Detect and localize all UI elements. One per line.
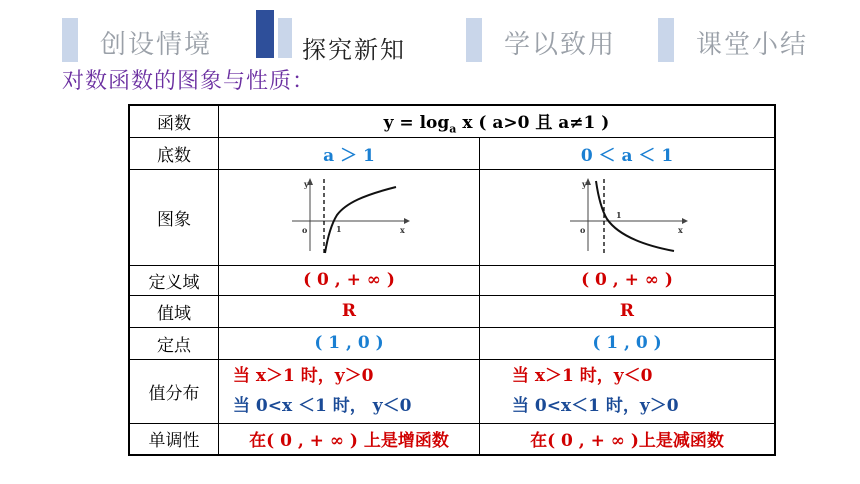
distribution-line: 当 x＞1 时，y＜0 — [512, 366, 653, 386]
row-header: 值分布 — [129, 359, 219, 423]
tab-marker — [278, 18, 292, 58]
row-header: 定义域 — [129, 265, 219, 295]
formula-subscript: a — [449, 121, 457, 135]
table-row — [129, 423, 775, 455]
axis-label-y: y — [304, 178, 309, 189]
tab-label: 探究新知 — [302, 36, 406, 64]
value-distribution — [480, 359, 776, 423]
row-header: 值域 — [129, 295, 219, 327]
axis-label-y: y — [582, 178, 587, 189]
table-row — [129, 327, 775, 359]
table-row — [129, 359, 775, 423]
tab-label: 课堂小结 — [696, 30, 809, 60]
tab-marker — [466, 18, 482, 62]
function-formula — [219, 105, 776, 137]
table-row — [129, 295, 775, 327]
tab-marker — [62, 18, 78, 62]
log-curve — [596, 181, 674, 251]
row-header: 图象 — [129, 169, 219, 265]
tab-marker — [658, 18, 674, 62]
value-distribution — [219, 359, 480, 423]
row-header: 单调性 — [129, 423, 219, 455]
monotonicity-value: 在( 0 , + ∞ )上是减函数 — [480, 423, 776, 455]
axis-label-x: x — [400, 224, 405, 235]
properties-table — [128, 104, 776, 456]
log-curve — [325, 187, 396, 253]
row-header: 底数 — [129, 137, 219, 169]
graph-increasing — [219, 169, 480, 265]
domain-value: ( 0 , + ∞ ) — [219, 265, 480, 295]
tab-label: 学以致用 — [504, 30, 617, 60]
table-row — [129, 169, 775, 265]
axis-label-x: x — [678, 224, 683, 235]
base-between-zero-one: 0 ＜ a ＜ 1 — [480, 137, 776, 169]
tab-label: 创设情境 — [100, 30, 213, 60]
range-value: R — [480, 295, 776, 327]
page-title: 对数函数的图象与性质： — [62, 69, 316, 94]
domain-value: ( 0 , + ∞ ) — [480, 265, 776, 295]
table-row — [129, 265, 775, 295]
fixed-point-value: ( 1 , 0 ) — [219, 327, 480, 359]
formula-text: x ( a>0 且 a≠1 ) — [456, 112, 610, 133]
distribution-line: 当 0<x ＜1 时， y＜0 — [233, 396, 412, 416]
decreasing-log-graph — [562, 175, 692, 255]
monotonicity-value: 在( 0 , + ∞ ) 上是增函数 — [219, 423, 480, 455]
table-row — [129, 137, 775, 169]
tab-marker-active — [256, 10, 274, 58]
distribution-line: 当 x＞1 时，y＞0 — [233, 366, 374, 386]
origin-label: o — [302, 224, 308, 235]
tick-label-one: 1 — [336, 223, 342, 234]
graph-decreasing — [480, 169, 776, 265]
x-axis-arrow — [404, 218, 410, 224]
fixed-point-value: ( 1 , 0 ) — [480, 327, 776, 359]
distribution-line: 当 0<x＜1 时，y＞0 — [512, 396, 679, 416]
x-axis-arrow — [682, 218, 688, 224]
base-greater-than-one: a ＞ 1 — [219, 137, 480, 169]
tick-label-one: 1 — [616, 209, 622, 220]
table-row — [129, 105, 775, 137]
increasing-log-graph — [284, 175, 414, 255]
formula-text: y = log — [383, 112, 450, 133]
range-value: R — [219, 295, 480, 327]
origin-label: o — [580, 224, 586, 235]
row-header: 函数 — [129, 105, 219, 137]
row-header: 定点 — [129, 327, 219, 359]
